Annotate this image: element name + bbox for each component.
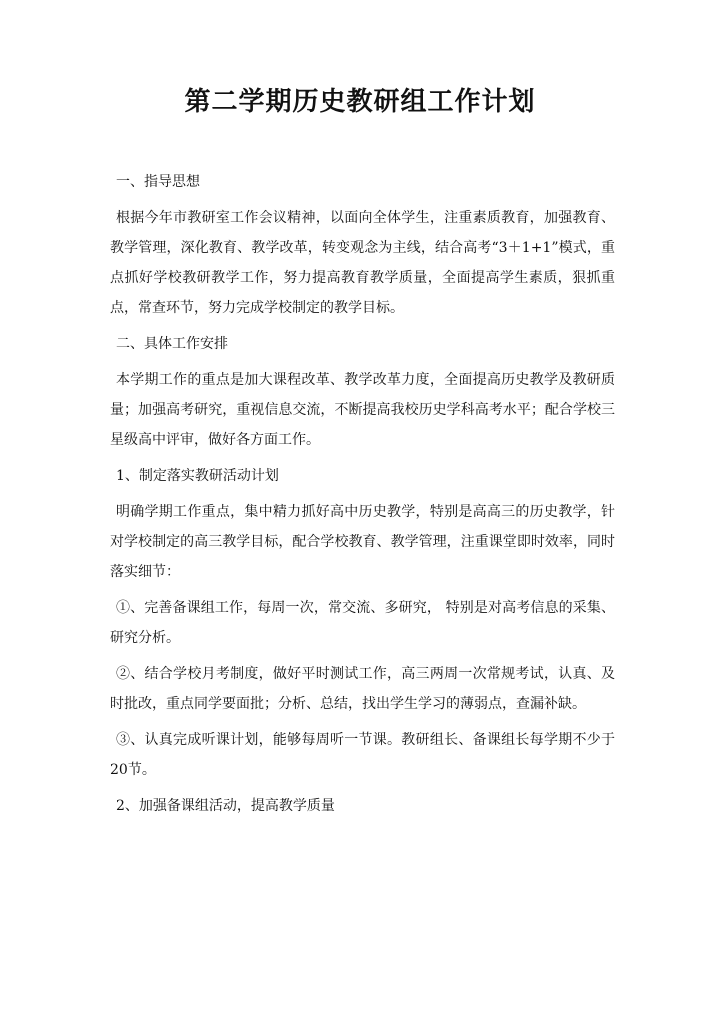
section-heading-work-arrangement: 二、具体工作安排 xyxy=(116,336,228,352)
subsection-heading-lesson-group-activities: 2、加强备课组活动，提高教学质量 xyxy=(116,798,335,814)
document-title: 第二学期历史教研组工作计划 xyxy=(184,87,536,117)
document-body xyxy=(110,167,615,821)
list-item-lesson-observation: ③、认真完成听课计划，能够每周听一节课。教研组长、备课组长每学期不少于20节。 xyxy=(110,732,615,778)
paragraph-guiding-ideology: 根据今年市教研室工作会议精神，以面向全体学生，注重素质教育，加强教育、教学管理，深化教育、教学改革，转变观念为主线，结合高考“3＋1+1”模式，重点抓好学校教研教学工作，努力提高教育教学质量，全面提高学生素质，狠抓重点，常查环节，努力完成学校制定的教学目标。 xyxy=(110,210,615,316)
subsection-heading-research-plan: 1、制定落实教研活动计划 xyxy=(116,468,279,484)
list-item-monthly-tests: ②、结合学校月考制度，做好平时测试工作，高三两周一次常规考试，认真、及时批改，重点同学要面批；分析、总结，找出学生学习的薄弱点，查漏补缺。 xyxy=(110,666,615,712)
paragraph-work-focus: 本学期工作的重点是加大课程改革、教学改革力度，全面提高历史教学及教研质量；加强高考研究，重视信息交流，不断提高我校历史学科高考水平；配合学校三星级高中评审，做好各方面工作。 xyxy=(110,372,615,448)
paragraph-research-plan: 明确学期工作重点，集中精力抓好高中历史教学，特别是高高三的历史教学，针对学校制定的高三教学目标，配合学校教育、教学管理，注重课堂即时效率，同时落实细节： xyxy=(110,504,615,580)
list-item-lesson-group: ①、完善备课组工作，每周一次，常交流、多研究， 特别是对高考信息的采集、研究分析。 xyxy=(110,600,615,646)
section-heading-guiding-ideology: 一、指导思想 xyxy=(116,174,200,190)
